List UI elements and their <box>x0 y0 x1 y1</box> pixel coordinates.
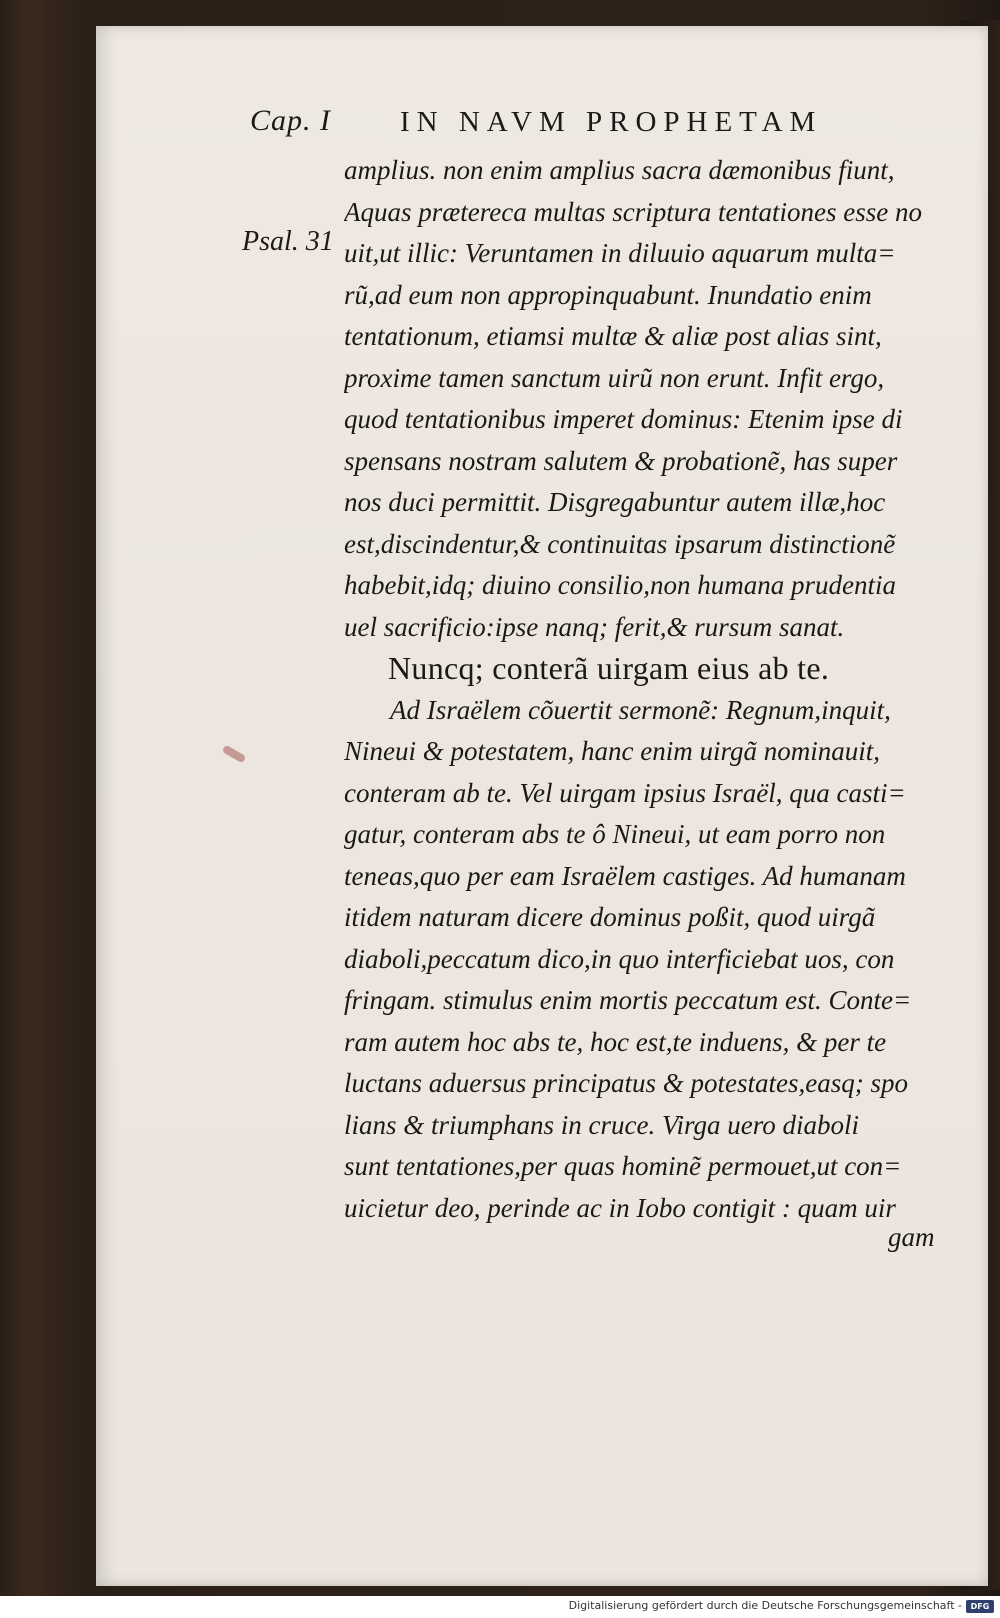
footer-bar <box>0 1596 1000 1618</box>
text-line: uit,ut illic: Veruntamen in diluuio aquarum multa= <box>344 238 896 268</box>
main-text <box>344 150 944 1229</box>
margin-note: Psal. 31 <box>242 226 334 257</box>
text-line: teneas,quo per eam Israëlem castiges. Ad humanam <box>344 860 906 891</box>
text-line: Aquas prætereca multas scriptura tentationes esse no <box>344 196 922 227</box>
dfg-logo-icon: DFG <box>966 1600 994 1613</box>
text-line: habebit,idq; diuino consilio,non humana prudentia <box>344 570 896 600</box>
chapter-label: Cap. I <box>250 104 331 137</box>
text-line: luctans aduersus principatus & potestates,easq; spo <box>344 1068 908 1098</box>
text-line: amplius. non enim amplius sacra dæmonibus fiunt, <box>344 155 895 185</box>
text-line: conteram ab te. Vel uirgam ipsius Israël, qua casti= <box>344 777 906 808</box>
text-line: uicietur deo, perinde ac in Iobo contigit : quam uir <box>344 1192 896 1223</box>
text-line: Ad Israëlem cõuertit sermonẽ: Regnum,inquit, <box>390 694 891 725</box>
catchword: gam <box>888 1222 935 1252</box>
text-line: lians & triumphans in cruce. Virga uero diaboli <box>344 1109 859 1140</box>
text-line: spensans nostram salutem & probationẽ, has super <box>344 445 898 476</box>
text-line: rũ,ad eum non appropinquabunt. Inundatio enim <box>344 279 872 310</box>
funding-notice: Digitalisierung gefördert durch die Deutsche Forschungsgemeinschaft - <box>568 1599 962 1612</box>
text-line: est,discindentur,& continuitas ipsarum distinctionẽ <box>344 528 896 559</box>
lemma-line: Nuncq; conterã uirgam eius ab te. <box>388 650 830 686</box>
text-line: fringam. stimulus enim mortis peccatum est. Conte= <box>344 985 912 1015</box>
text-line: tentationum, etiamsi multæ & aliæ post alias sint, <box>344 321 882 351</box>
text-line: nos duci permittit. Disgregabuntur autem illæ,hoc <box>344 487 886 517</box>
text-line: uel sacrificio:ipse nanq; ferit,& rursum sanat. <box>344 611 845 642</box>
text-line: proxime tamen sanctum uirũ non erunt. Infit ergo, <box>344 362 885 393</box>
text-line: itidem naturam dicere dominus poßit, quod uirgã <box>344 902 876 932</box>
text-line: ram autem hoc abs te, hoc est,te induens, & per te <box>344 1026 887 1057</box>
text-line: quod tentationibus imperet dominus: Etenim ipse di <box>344 404 903 434</box>
running-title: IN NAVM PROPHETAM <box>400 106 823 138</box>
text-line: gatur, conteram abs te ô Nineui, ut eam porro non <box>344 819 886 849</box>
text-line: Nineui & potestatem, hanc enim uirgã nominauit, <box>344 736 880 766</box>
running-header <box>250 100 950 146</box>
text-line: diaboli,peccatum dico,in quo interficiebat uos, con <box>344 943 895 974</box>
text-line: sunt tentationes,per quas hominẽ permouet,ut con= <box>344 1151 902 1181</box>
